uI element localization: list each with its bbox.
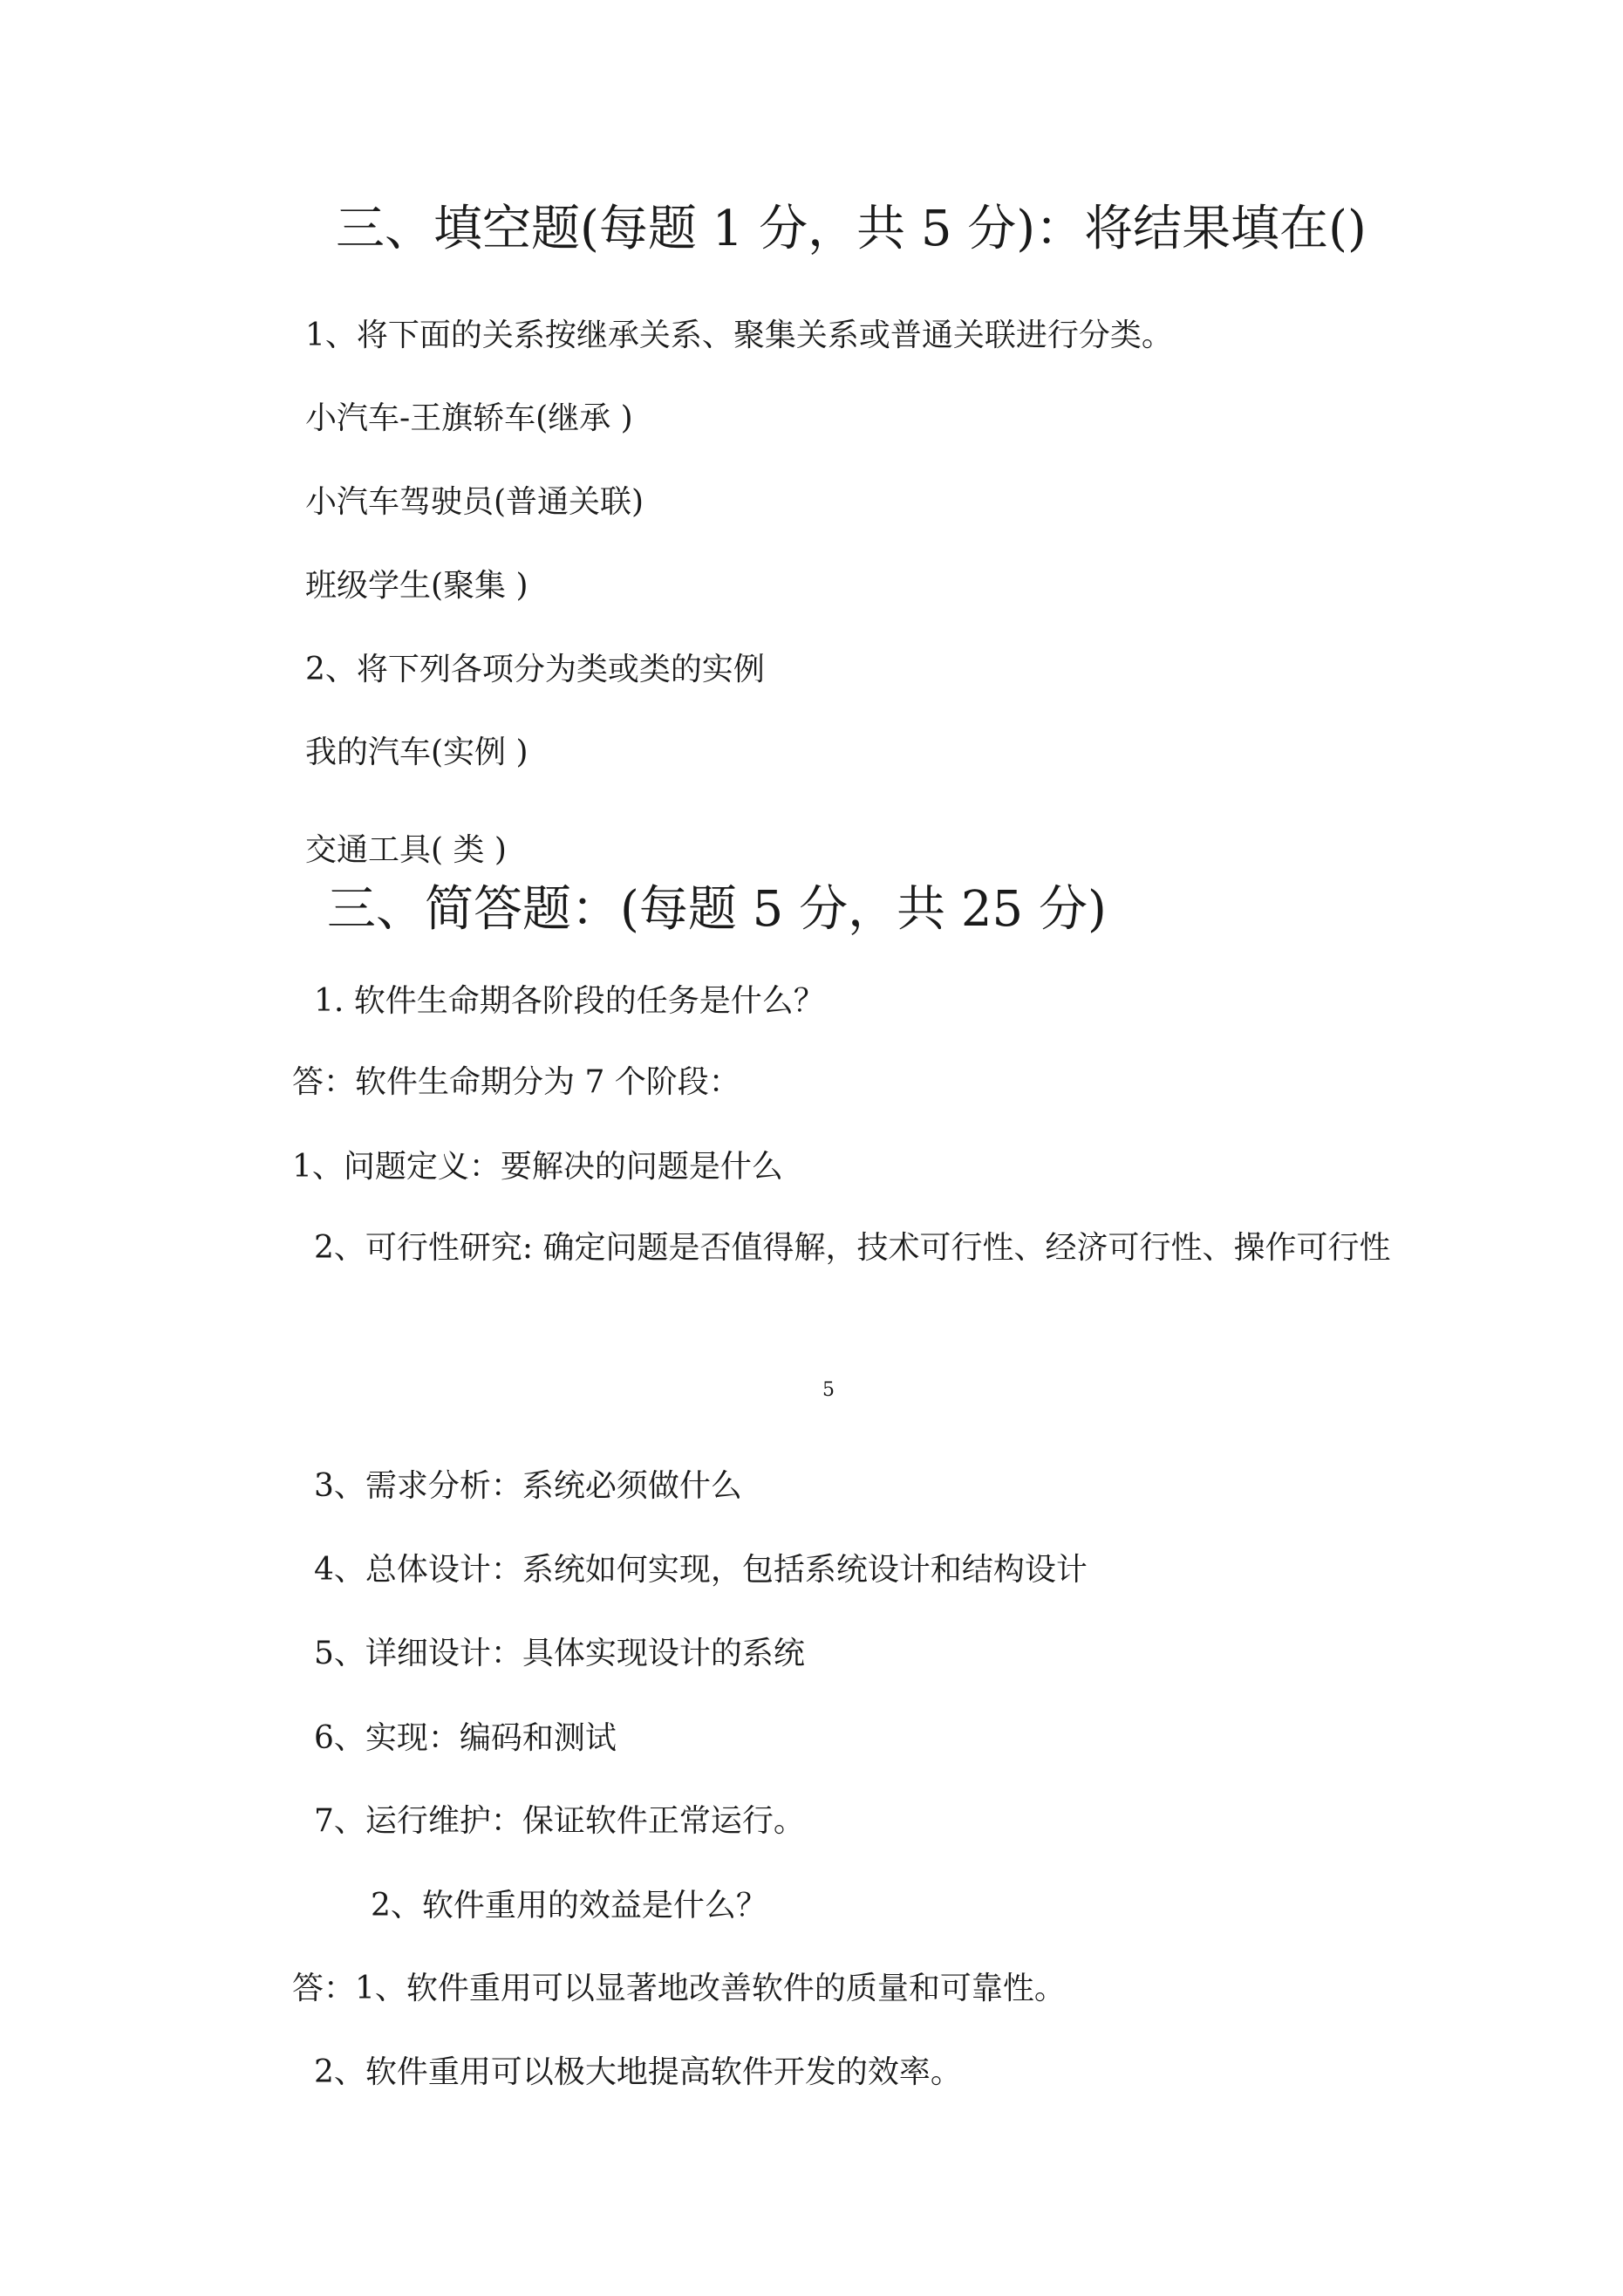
fill-q1-item: 班级学生(聚集 ) [305,568,528,604]
short-answer-1-item: 2、可行性研究: 确定问题是否值得解，技术可行性、经济可行性、操作可行性 [314,1230,1391,1266]
short-answer-1-intro: 答：软件生命期分为 7 个阶段： [292,1064,740,1100]
short-answer-1-item: 3、需求分析：系统必须做什么 [314,1468,742,1504]
short-answer-1-item: 6、实现：编码和测试 [314,1720,617,1756]
fill-question-1: 1、将下面的关系按继承关系、聚集关系或普通关联进行分类。 [305,318,1173,353]
short-answer-1-item: 5、详细设计：具体实现设计的系统 [314,1636,805,1671]
short-question-1: 1. 软件生命期各阶段的任务是什么？ [314,983,825,1019]
short-answer-2-item: 答：1、软件重用可以显著地改善软件的质量和可靠性。 [292,1971,1066,2006]
short-answer-1-item: 1、问题定义：要解决的问题是什么 [292,1149,783,1185]
fill-q1-item: 小汽车-王旗轿车(继承 ) [305,400,633,436]
short-answer-1-item: 7、运行维护：保证软件正常运行。 [314,1803,805,1839]
short-answer-1-item: 4、总体设计：系统如何实现，包括系统设计和结构设计 [314,1552,1088,1588]
fill-question-2: 2、将下列各项分为类或类的实例 [305,652,765,687]
short-answer-2-item: 2、软件重用可以极大地提高软件开发的效率。 [314,2054,962,2090]
fill-q2-item: 交通工具( 类 ) [305,832,507,868]
short-question-2: 2、软件重用的效益是什么？ [371,1888,767,1924]
fill-q2-item: 我的汽车(实例 ) [305,735,528,770]
page-number: 5 [822,1379,835,1401]
fill-section-title: 三、填空题(每题 1 分，共 5 分)：将结果填在() [336,201,1367,257]
short-section-title: 三、简答题：(每题 5 分，共 25 分) [327,881,1107,938]
fill-q1-item: 小汽车驾驶员(普通关联) [305,484,644,520]
